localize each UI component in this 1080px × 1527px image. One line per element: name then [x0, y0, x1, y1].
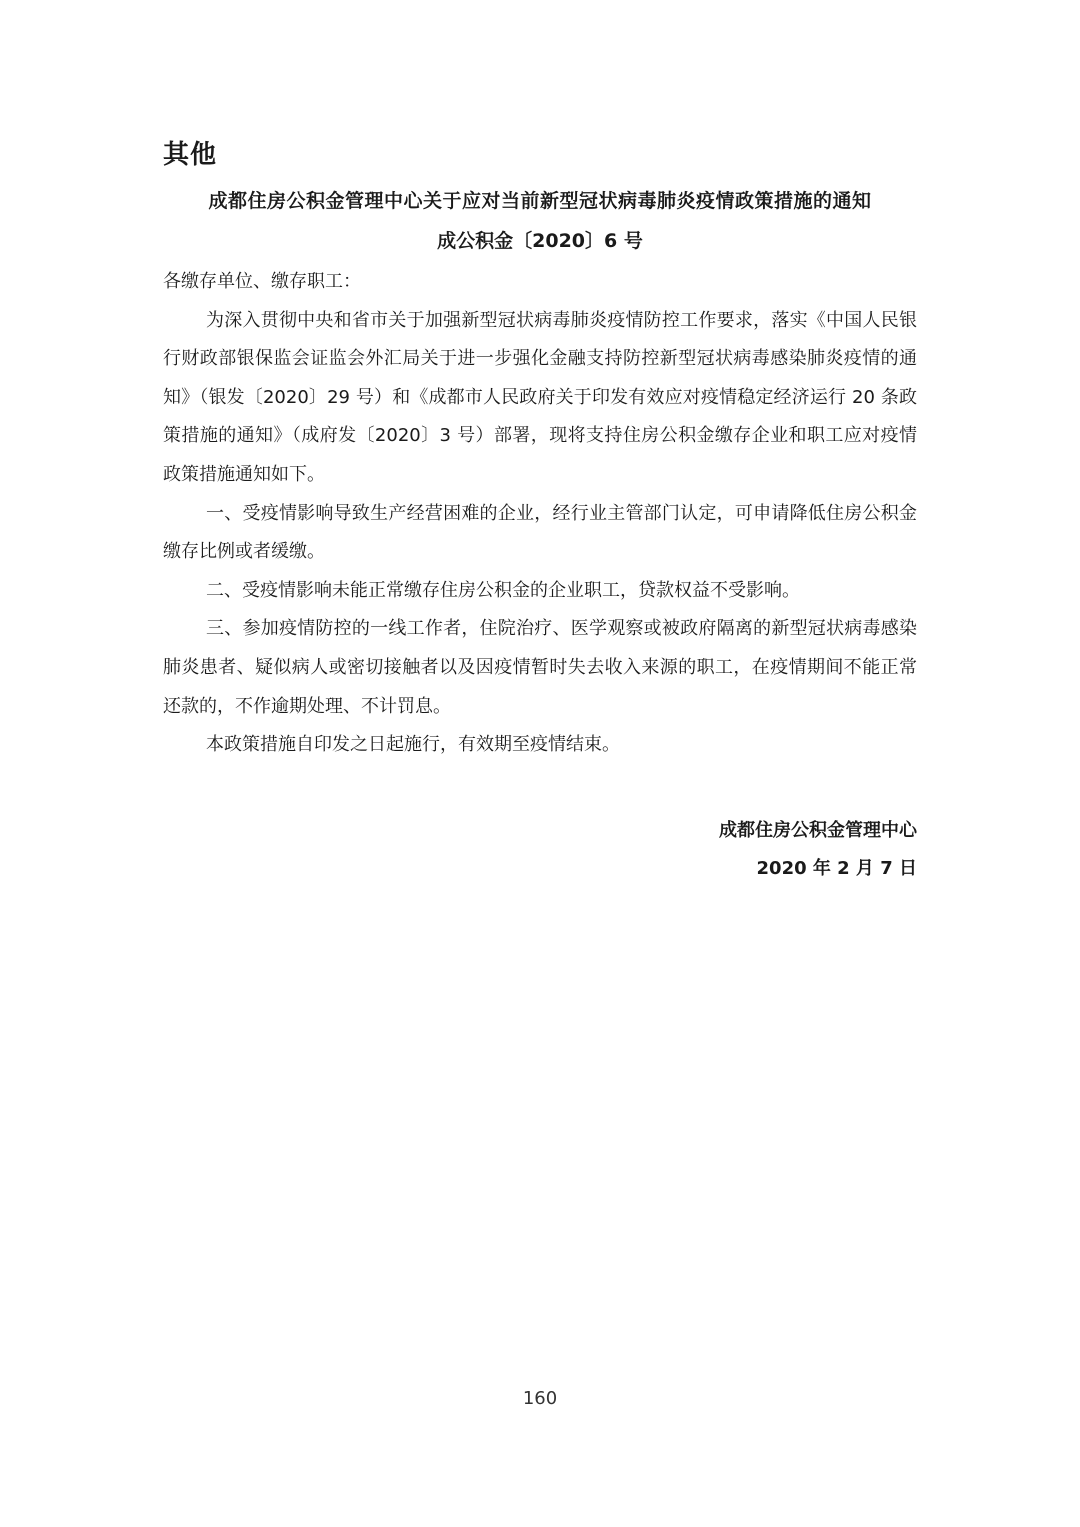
- paragraph-item-1: 一、受疫情影响导致生产经营困难的企业，经行业主管部门认定，可申请降低住房公积金缴存比例或者缓缴。: [163, 502, 917, 563]
- notice-body: [163, 263, 917, 765]
- page-number: 160: [522, 1388, 558, 1409]
- paragraph-effective-date: 本政策措施自印发之日起施行，有效期至疫情结束。: [206, 734, 620, 756]
- paragraph-item-3: 三、参加疫情防控的一线工作者，住院治疗、医学观察或被政府隔离的新型冠状病毒感染肺炎患者、疑似病人或密切接触者以及因疫情暂时失去收入来源的职工，在疫情期间不能正常还款的，不作逾期处理、不计罚息。: [163, 618, 917, 717]
- notice-title: 成都住房公积金管理中心关于应对当前新型冠状病毒肺炎疫情政策措施的通知: [208, 190, 872, 212]
- document-number: 成公积金〔2020〕6 号: [437, 230, 643, 252]
- paragraph-item-2: 二、受疫情影响未能正常缴存住房公积金的企业职工，贷款权益不受影响。: [206, 579, 800, 601]
- section-heading: 其他: [163, 140, 218, 170]
- signature-date: 2020 年 2 月 7 日: [756, 858, 917, 879]
- paragraph-intro: 为深入贯彻中央和省市关于加强新型冠状病毒肺炎疫情防控工作要求，落实《中国人民银行财政部银保监会证监会外汇局关于进一步强化金融支持防控新型冠状病毒感染肺炎疫情的通知》（银发〔2020〕29 号）和《成都市人民政府关于印发有效应对疫情稳定经济运行 20 条政策措施的通知》（成府发〔2020〕3 号）部署，现将支持住房公积金缴存企业和职工应对疫情政策措施通知如下。: [163, 309, 917, 485]
- signature-block: [719, 812, 917, 888]
- salutation: 各缴存单位、缴存职工：: [163, 271, 361, 292]
- signature-organization: 成都住房公积金管理中心: [719, 820, 917, 841]
